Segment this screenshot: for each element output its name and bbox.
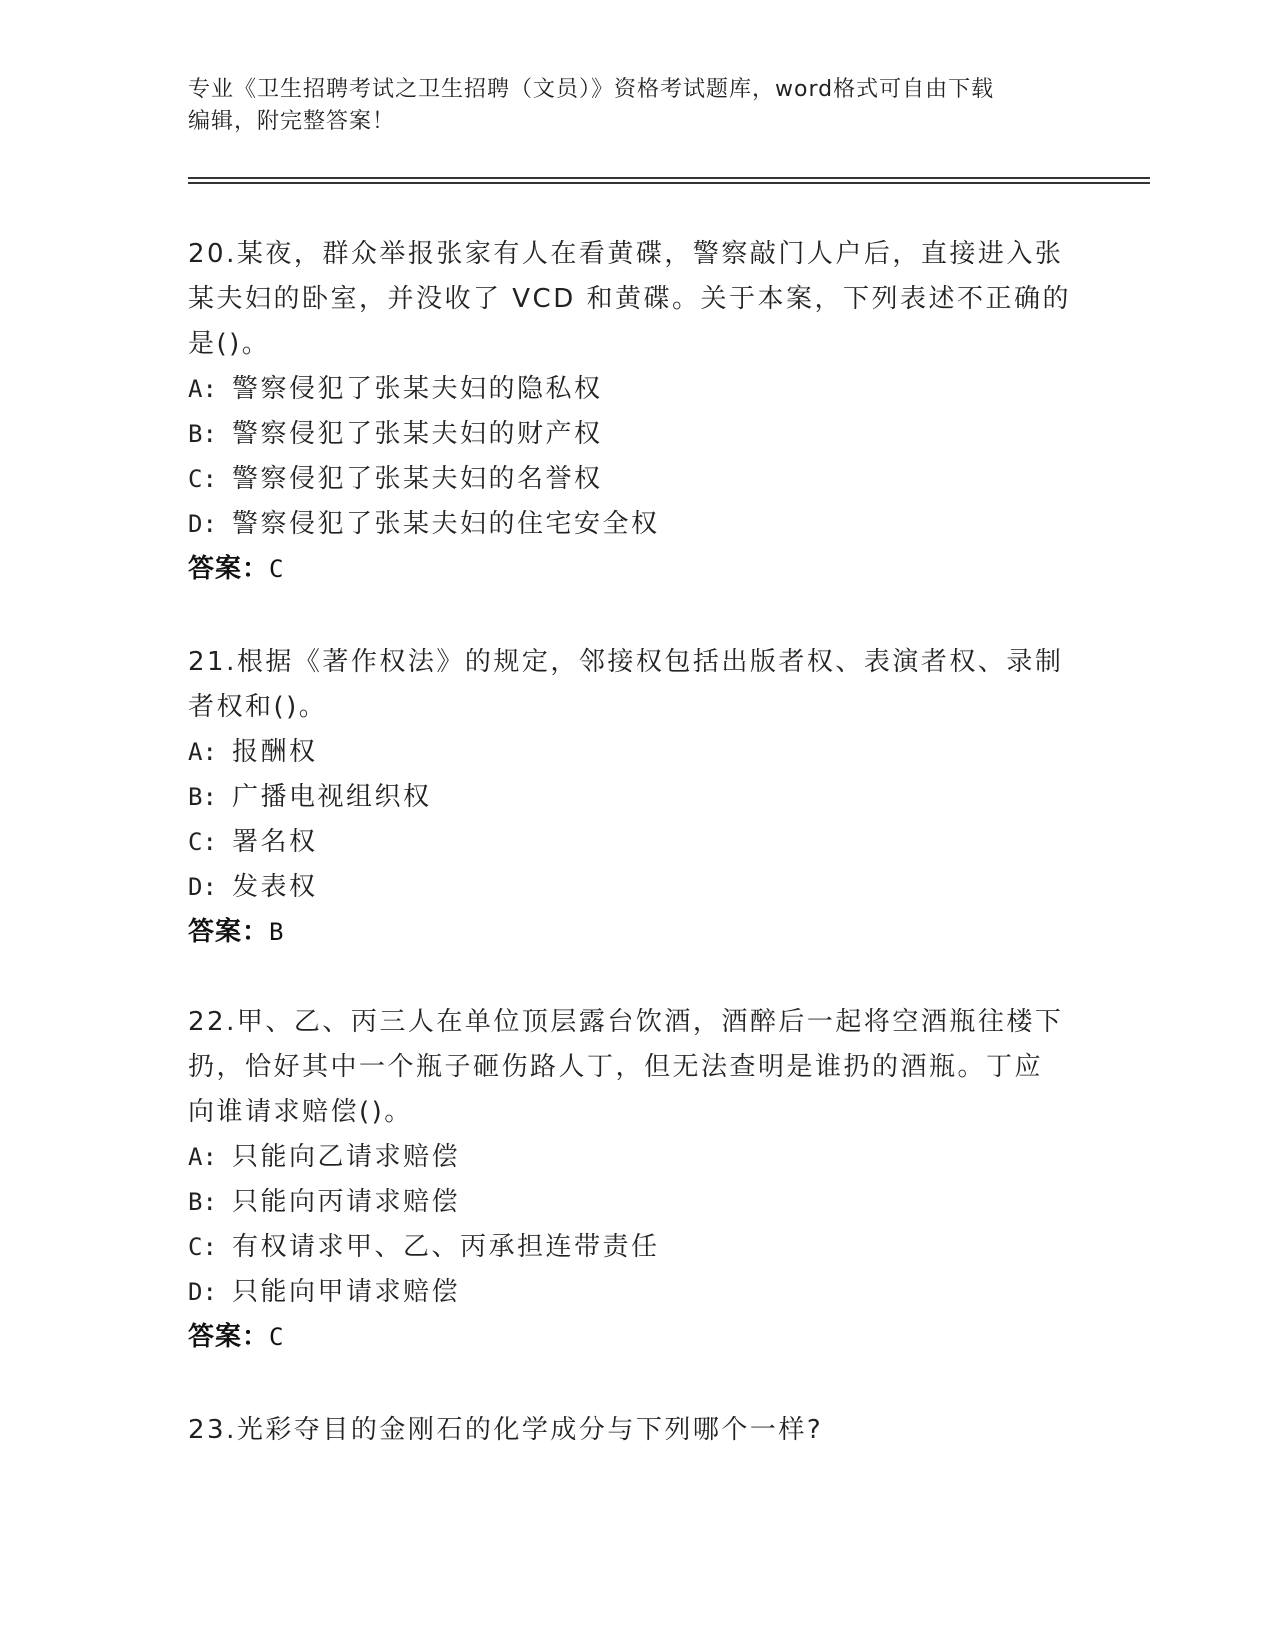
option-c: [188, 457, 1088, 502]
option-letter: B:: [188, 420, 217, 448]
option-letter: D:: [188, 510, 217, 538]
answer-label: 答案：: [188, 554, 270, 584]
header-divider-bottom: [188, 182, 1150, 184]
option-b: [188, 775, 1088, 820]
question-22: [188, 1000, 1088, 1360]
answer-value: C: [269, 555, 285, 583]
answer-line: [188, 910, 1088, 955]
option-a: [188, 730, 1088, 775]
question-text-line: 23.光彩夺目的金刚石的化学成分与下列哪个一样?: [188, 1415, 824, 1445]
option-c: [188, 820, 1088, 865]
option-text: 只能向丙请求赔偿: [232, 1187, 461, 1217]
option-letter: C:: [188, 465, 217, 493]
question-text-line: 某夫妇的卧室，并没收了 VCD 和黄碟。关于本案，下列表述不正确的: [188, 284, 1071, 314]
question-text-line: 者权和()。: [188, 692, 328, 722]
option-text: 警察侵犯了张某夫妇的隐私权: [232, 374, 603, 404]
header-line-2: 编辑，附完整答案！: [188, 109, 396, 134]
option-c: [188, 1225, 1088, 1270]
option-d: [188, 865, 1088, 910]
option-text: 只能向甲请求赔偿: [232, 1277, 461, 1307]
option-b: [188, 1180, 1088, 1225]
option-letter: C:: [188, 1233, 217, 1261]
option-letter: D:: [188, 1278, 217, 1306]
option-letter: A:: [188, 375, 217, 403]
question-text-line: 是()。: [188, 329, 271, 359]
question-20: [188, 232, 1088, 592]
option-letter: B:: [188, 783, 217, 811]
question-text-line: 扔，恰好其中一个瓶子砸伤路人丁，但无法查明是谁扔的酒瓶。丁应: [188, 1052, 1044, 1082]
header-line-1: 专业《卫生招聘考试之卫生招聘（文员）》资格考试题库，word格式可自由下载: [188, 77, 995, 102]
option-text: 发表权: [232, 872, 318, 902]
option-text: 警察侵犯了张某夫妇的财产权: [232, 419, 603, 449]
option-letter: B:: [188, 1188, 217, 1216]
answer-value: C: [269, 1323, 285, 1351]
option-text: 署名权: [232, 827, 318, 857]
question-text-line: 20.某夜，群众举报张家有人在看黄碟，警察敲门人户后，直接进入张: [188, 239, 1064, 269]
option-letter: A:: [188, 738, 217, 766]
document-header: [188, 74, 1088, 138]
option-text: 警察侵犯了张某夫妇的名誉权: [232, 464, 603, 494]
option-d: [188, 1270, 1088, 1315]
question-text-line: 21.根据《著作权法》的规定，邻接权包括出版者权、表演者权、录制: [188, 647, 1064, 677]
question-21: [188, 640, 1088, 955]
answer-line: [188, 1315, 1088, 1360]
option-text: 报酬权: [232, 737, 318, 767]
option-text: 只能向乙请求赔偿: [232, 1142, 461, 1172]
answer-value: B: [269, 918, 285, 946]
answer-line: [188, 547, 1088, 592]
option-text: 有权请求甲、乙、丙承担连带责任: [232, 1232, 660, 1262]
option-text: 警察侵犯了张某夫妇的住宅安全权: [232, 509, 660, 539]
option-letter: C:: [188, 828, 217, 856]
option-a: [188, 1135, 1088, 1180]
question-23: [188, 1408, 1088, 1453]
option-d: [188, 502, 1088, 547]
question-text-line: 向谁请求赔偿()。: [188, 1097, 413, 1127]
question-text-line: 22.甲、乙、丙三人在单位顶层露台饮酒，酒醉后一起将空酒瓶往楼下: [188, 1007, 1064, 1037]
option-text: 广播电视组织权: [232, 782, 432, 812]
option-a: [188, 367, 1088, 412]
answer-label: 答案：: [188, 917, 270, 947]
option-b: [188, 412, 1088, 457]
option-letter: A:: [188, 1143, 217, 1171]
answer-label: 答案：: [188, 1322, 270, 1352]
option-letter: D:: [188, 873, 217, 901]
header-divider-top: [188, 177, 1150, 179]
